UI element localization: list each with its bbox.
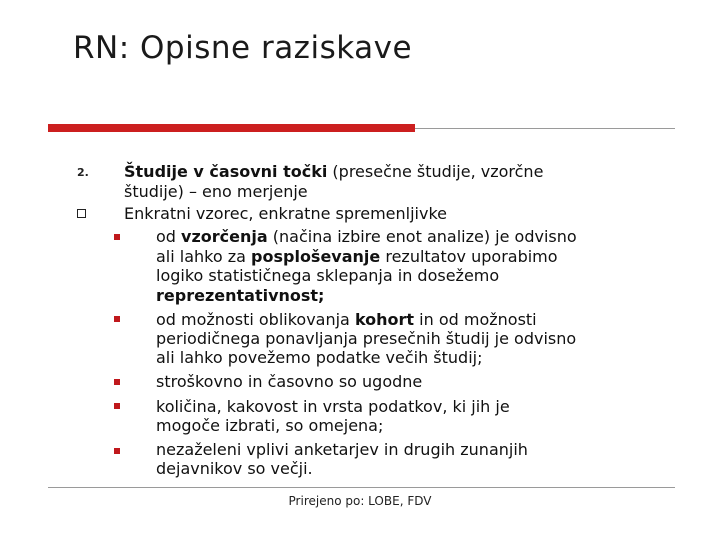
item-heading-rest: (presečne študije, vzorčne [327, 162, 544, 181]
sub4-line-2: mogoče izbrati, so omejena; [156, 416, 384, 435]
sub1-l2-c: rezultatov uporabimo [380, 247, 558, 266]
sub2-l1-a: od možnosti oblikovanja [156, 310, 355, 329]
filled-square-bullet-icon [114, 234, 120, 240]
sub2-line-3: ali lahko povežemo podatke večih študij; [156, 348, 483, 367]
sub1-line-3: logiko statističnega sklepanja in dosežemo [156, 266, 500, 285]
sub3-line-1: stroškovno in časovno so ugodne [156, 372, 423, 391]
sub1-l1-c: (načina izbire enot analize) je odvisno [267, 227, 577, 246]
sub2-l1-c: in od možnosti [414, 310, 537, 329]
item-heading-line-1 [124, 161, 543, 182]
sub5-line-2: dejavnikov so večji. [156, 459, 313, 478]
sub5-line-1: nezaželeni vplivi anketarjev in drugih zunanjih [156, 440, 528, 459]
bullet-text: Enkratni vzorec, enkratne spremenljivke [124, 204, 447, 223]
footer-credit: Prirejeno po: LOBE, FDV [288, 494, 432, 508]
sub2-line-2: periodičnega ponavljanja presečnih študij je odvisno [156, 329, 577, 348]
filled-square-bullet-icon [114, 448, 120, 454]
title-accent-bar [48, 124, 415, 132]
item-heading-bold: Študije v časovni točki [124, 162, 328, 181]
sub1-l2-bold: posploševanje [251, 247, 381, 266]
sub1-l2-a: ali lahko za [156, 247, 252, 266]
slide-title: RN: Opisne raziskave [73, 30, 413, 66]
sub1-l1-bold: vzorčenja [181, 227, 268, 246]
item-number: 2. [77, 166, 89, 179]
sub1-line-2 [156, 246, 558, 267]
filled-square-bullet-icon [114, 379, 120, 385]
item-heading-line-2: študije) – eno merjenje [124, 182, 308, 201]
footer-divider-line [48, 487, 675, 488]
sub1-line-4: reprezentativnost; [156, 286, 325, 305]
sub2-l1-bold: kohort [354, 310, 415, 329]
sub4-line-1: količina, kakovost in vrsta podatkov, ki jih je [156, 397, 510, 416]
sub1-l1-a: od [156, 227, 182, 246]
hollow-square-bullet-icon [77, 209, 86, 218]
sub1-line-1 [156, 226, 577, 247]
filled-square-bullet-icon [114, 316, 120, 322]
sub2-line-1 [156, 309, 537, 330]
filled-square-bullet-icon [114, 403, 120, 409]
